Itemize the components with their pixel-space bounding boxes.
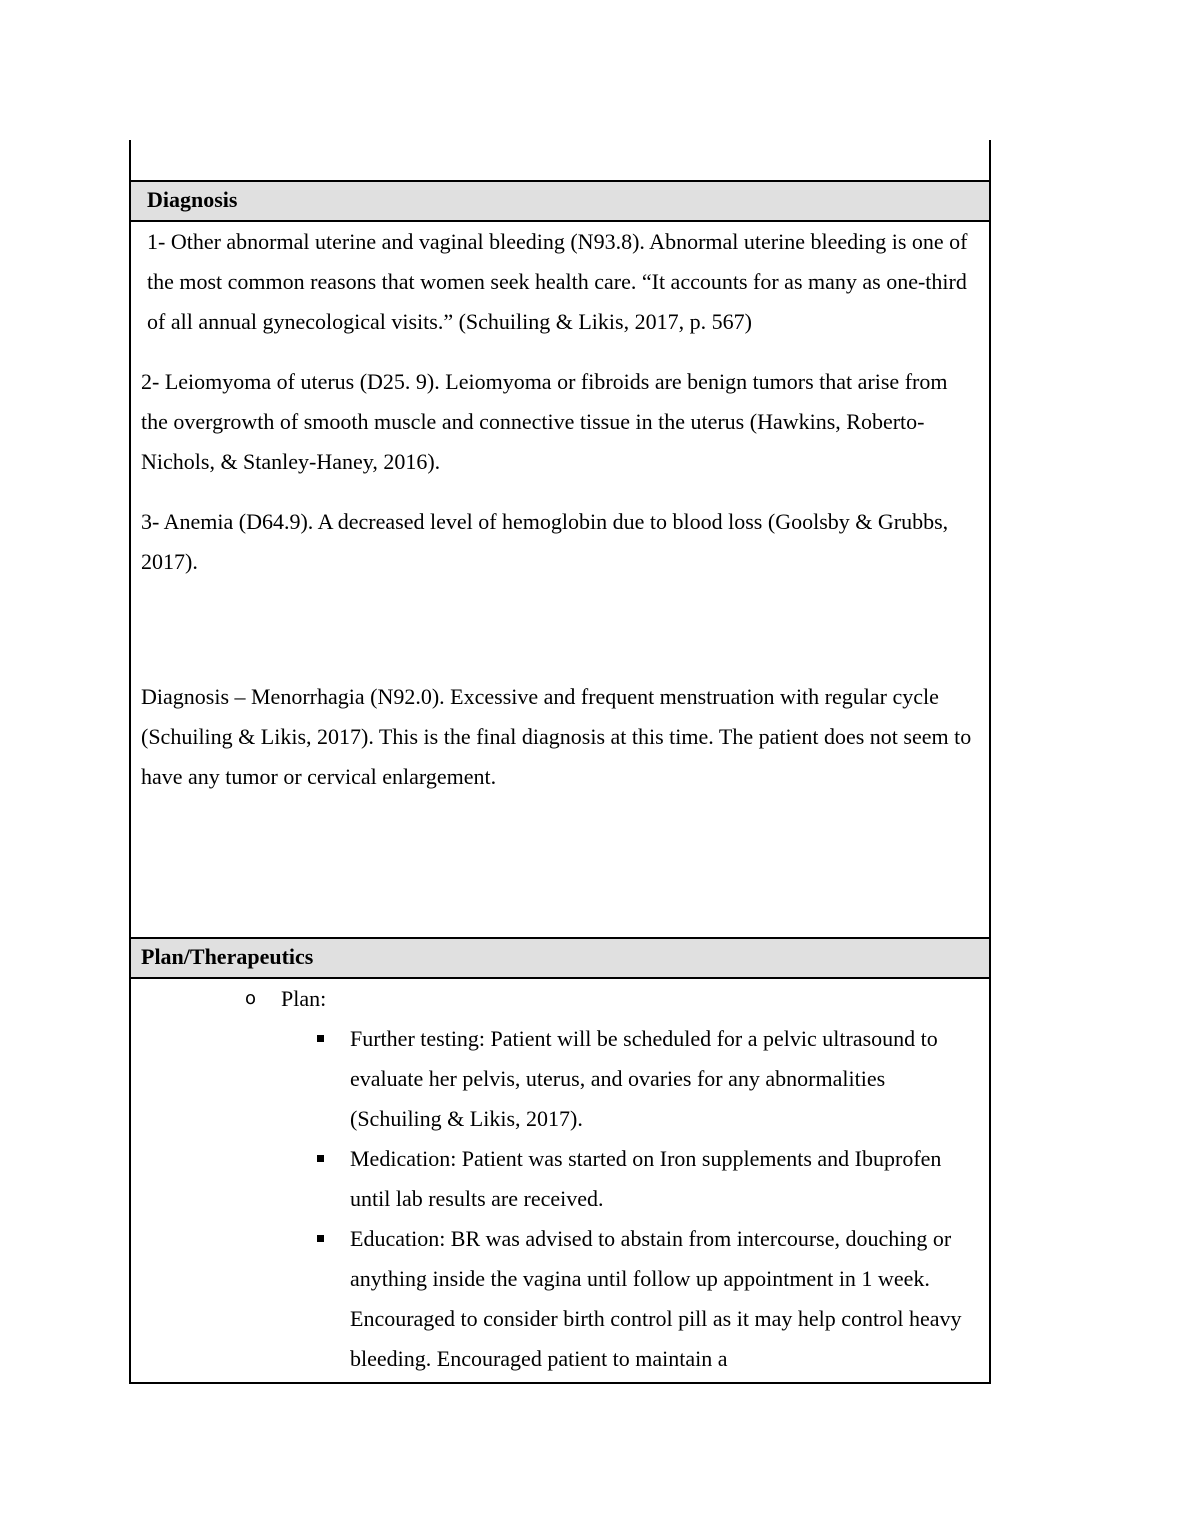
plan-header: Plan/Therapeutics [129,937,991,979]
final-diagnosis: Diagnosis – Menorrhagia (N92.0). Excessive and frequent menstruation with regular cycle (Schuiling & Likis, 2017). This is the final diagnosis at this time. The patient does not seem to have any tumor or cervical enlargement. [141,684,972,789]
square-bullet-icon [317,1155,324,1162]
assessment-table [129,140,991,1384]
previous-section-cell [129,140,991,180]
square-bullet-icon [317,1035,324,1042]
diagnosis-item-3: 3- Anemia (D64.9). A decreased level of hemoglobin due to blood loss (Goolsby & Grubbs, 2017). [141,509,949,574]
plan-item-medication: Medication: Patient was started on Iron supplements and Ibuprofen until lab results are received. [350,1146,942,1211]
square-bullet-icon [317,1235,324,1242]
plan-body [129,979,991,1384]
diagnosis-item-2: 2- Leiomyoma of uterus (D25. 9). Leiomyoma or fibroids are benign tumors that arise from the overgrowth of smooth muscle and connective tissue in the uterus (Hawkins, Roberto-Nichols, & Stanley-Haney, 2016). [141,369,948,474]
plan-item-further-testing: Further testing: Patient will be scheduled for a pelvic ultrasound to evaluate her pelvis, uterus, and ovaries for any abnormalities (Schuiling & Likis, 2017). [350,1026,938,1131]
plan-item-education: Education: BR was advised to abstain from intercourse, douching or anything inside the vagina until follow up appointment in 1 week. Encouraged to consider birth control pill as it may help control heavy bleeding. Encouraged patient to maintain a [350,1226,962,1371]
circle-bullet-icon: o [245,988,257,1009]
diagnosis-header: Diagnosis [129,180,991,222]
diagnosis-body [129,222,991,937]
diagnosis-item-1: 1- Other abnormal uterine and vaginal bleeding (N93.8). Abnormal uterine bleeding is one of the most common reasons that women seek health care. “It accounts for as many as one-third of all annual gynecological visits.” (Schuiling & Likis, 2017, p. 567) [147,229,968,334]
plan-label: Plan: [281,986,327,1011]
